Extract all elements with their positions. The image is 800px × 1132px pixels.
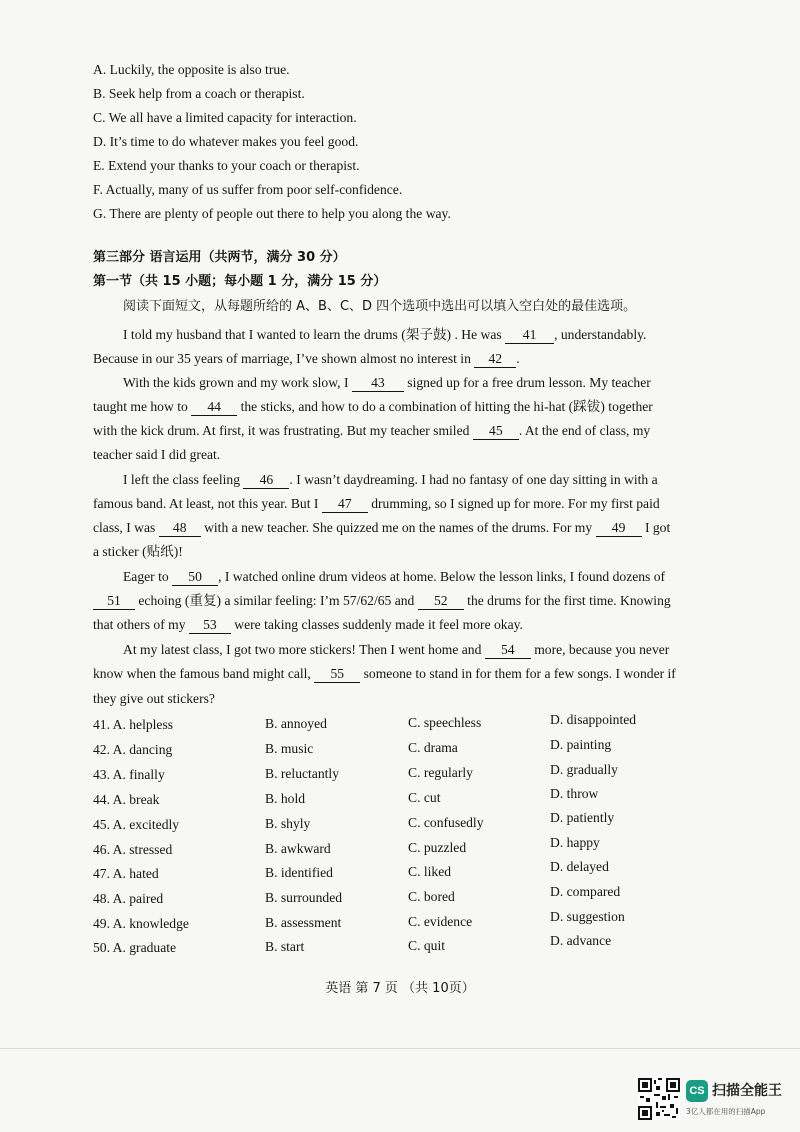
choice-47-b[interactable]: B. identified [265,865,333,880]
choice-44-a[interactable]: 44. A. break [93,792,160,807]
passage-line: taught me how to 44 the sticks, and how to do a combination of hitting the hi-hat (踩钹) together [93,399,653,414]
choice-42-b[interactable]: B. music [265,741,314,756]
blank-45[interactable]: 45 [473,422,519,440]
choice-46-d[interactable]: D. happy [550,835,600,850]
choice-50-b[interactable]: B. start [265,939,305,954]
blank-51[interactable]: 51 [93,592,135,610]
cs-logo-icon: CS [686,1080,708,1102]
choice-49-d[interactable]: D. suggestion [550,909,625,924]
instruction: 阅读下面短文，从每题所给的 A、B、C、D 四个选项中选出可以填入空白处的最佳选项。 [123,299,637,314]
choice-49-c[interactable]: C. evidence [408,914,473,929]
choice-42-d[interactable]: D. painting [550,737,612,752]
choice-47-c[interactable]: C. liked [408,864,452,879]
choice-45-a[interactable]: 45. A. excitedly [93,817,180,832]
option-g: G. There are plenty of people out there to help you along the way. [93,206,451,221]
passage-line: Because in our 35 years of marriage, I’ve shown almost no interest in 42 . [93,351,520,366]
blank-44[interactable]: 44 [191,398,237,416]
option-d: D. It’s time to do whatever makes you feel good. [93,134,359,149]
brand-name: 扫描全能王 [712,1083,782,1099]
passage-line: At my latest class, I got two more stickers! Then I went home and 54 more, because you never [123,642,670,657]
choice-41-d[interactable]: D. disappointed [550,712,637,727]
part-title: 第三部分 语言运用（共两节，满分 30 分） [93,250,346,265]
choice-45-b[interactable]: B. shyly [265,816,311,831]
passage-line: Eager to 50 , I watched online drum videos at home. Below the lesson links, I found dozens of [123,569,666,584]
choice-47-d[interactable]: D. delayed [550,859,609,874]
choice-49-a[interactable]: 49. A. knowledge [93,916,189,931]
option-a: A. Luckily, the opposite is also true. [93,62,290,77]
choice-46-b[interactable]: B. awkward [265,841,331,856]
choice-50-d[interactable]: D. advance [550,933,612,948]
passage-line: a sticker (贴纸)! [93,544,183,559]
blank-41[interactable]: 41 [505,326,554,344]
option-b: B. Seek help from a coach or therapist. [93,86,305,101]
brand-tagline: 3亿人都在用的扫描App [686,1107,766,1116]
blank-46[interactable]: 46 [243,471,289,489]
choice-48-b[interactable]: B. surrounded [265,890,343,905]
option-e: E. Extend your thanks to your coach or therapist. [93,158,360,173]
blank-52[interactable]: 52 [418,592,464,610]
blank-48[interactable]: 48 [159,519,201,537]
qr-code-icon [638,1078,680,1120]
choice-45-c[interactable]: C. confusedly [408,815,484,830]
blank-43[interactable]: 43 [352,374,404,392]
option-f: F. Actually, many of us suffer from poor self-confidence. [93,182,403,197]
passage-line: 51 echoing (重复) a similar feeling: I’m 57/62/65 and 52 the drums for the first time. Knowing [93,591,671,611]
choice-44-d[interactable]: D. throw [550,786,599,801]
choice-41-b[interactable]: B. annoyed [265,716,327,731]
divider [0,1048,800,1049]
choice-43-a[interactable]: 43. A. finally [93,767,165,782]
page-footer: 英语 第 7 页 （共 10页） [325,981,475,996]
choice-42-a[interactable]: 42. A. dancing [93,742,173,757]
choice-47-a[interactable]: 47. A. hated [93,866,159,881]
blank-49[interactable]: 49 [596,519,642,537]
choice-43-d[interactable]: D. gradually [550,762,618,777]
choice-41-c[interactable]: C. speechless [408,715,482,730]
blank-54[interactable]: 54 [485,641,531,659]
blank-42[interactable]: 42 [474,350,516,368]
passage-line: that others of my 53 were taking classes suddenly made it feel more okay. [93,617,523,632]
section-title: 第一节（共 15 小题；每小题 1 分，满分 15 分） [93,274,387,289]
passage-line: I left the class feeling 46 . I wasn’t daydreaming. I had no fantasy of one day sitting in with a [123,472,658,487]
passage-line: class, I was 48 with a new teacher. She quizzed me on the names of the drums. For my 49 I got [93,520,671,535]
choice-46-c[interactable]: C. puzzled [408,840,467,855]
scanner-watermark [638,1078,788,1122]
option-c: C. We all have a limited capacity for interaction. [93,110,357,125]
choice-43-b[interactable]: B. reluctantly [265,766,339,781]
passage-line: With the kids grown and my work slow, I 43 signed up for a free drum lesson. My teacher [123,375,651,390]
passage-line: they give out stickers? [93,691,215,706]
choice-44-b[interactable]: B. hold [265,791,306,806]
blank-55[interactable]: 55 [314,665,360,683]
blank-50[interactable]: 50 [172,568,218,586]
blank-53[interactable]: 53 [189,616,231,634]
choice-48-a[interactable]: 48. A. paired [93,891,164,906]
choice-44-c[interactable]: C. cut [408,790,441,805]
choice-48-d[interactable]: D. compared [550,884,621,899]
passage-line: I told my husband that I wanted to learn the drums (架子鼓) . He was 41 , understandably. [123,327,647,342]
choice-45-d[interactable]: D. patiently [550,810,615,825]
passage-line: know when the famous band might call, 55 someone to stand in for them for a few songs. I wonder if [93,666,676,681]
passage-line: teacher said I did great. [93,447,221,462]
blank-47[interactable]: 47 [322,495,368,513]
choice-46-a[interactable]: 46. A. stressed [93,842,173,857]
choice-48-c[interactable]: C. bored [408,889,455,904]
passage-line: famous band. At least, not this year. But I 47 drumming, so I signed up for more. For my first paid [93,496,660,511]
choice-41-a[interactable]: 41. A. helpless [93,717,174,732]
choice-43-c[interactable]: C. regularly [408,765,473,780]
choice-50-c[interactable]: C. quit [408,938,446,953]
choice-42-c[interactable]: C. drama [408,740,458,755]
choice-49-b[interactable]: B. assessment [265,915,342,930]
choice-50-a[interactable]: 50. A. graduate [93,940,177,955]
passage-line: with the kick drum. At first, it was frustrating. But my teacher smiled 45 . At the end of class, my [93,423,651,438]
